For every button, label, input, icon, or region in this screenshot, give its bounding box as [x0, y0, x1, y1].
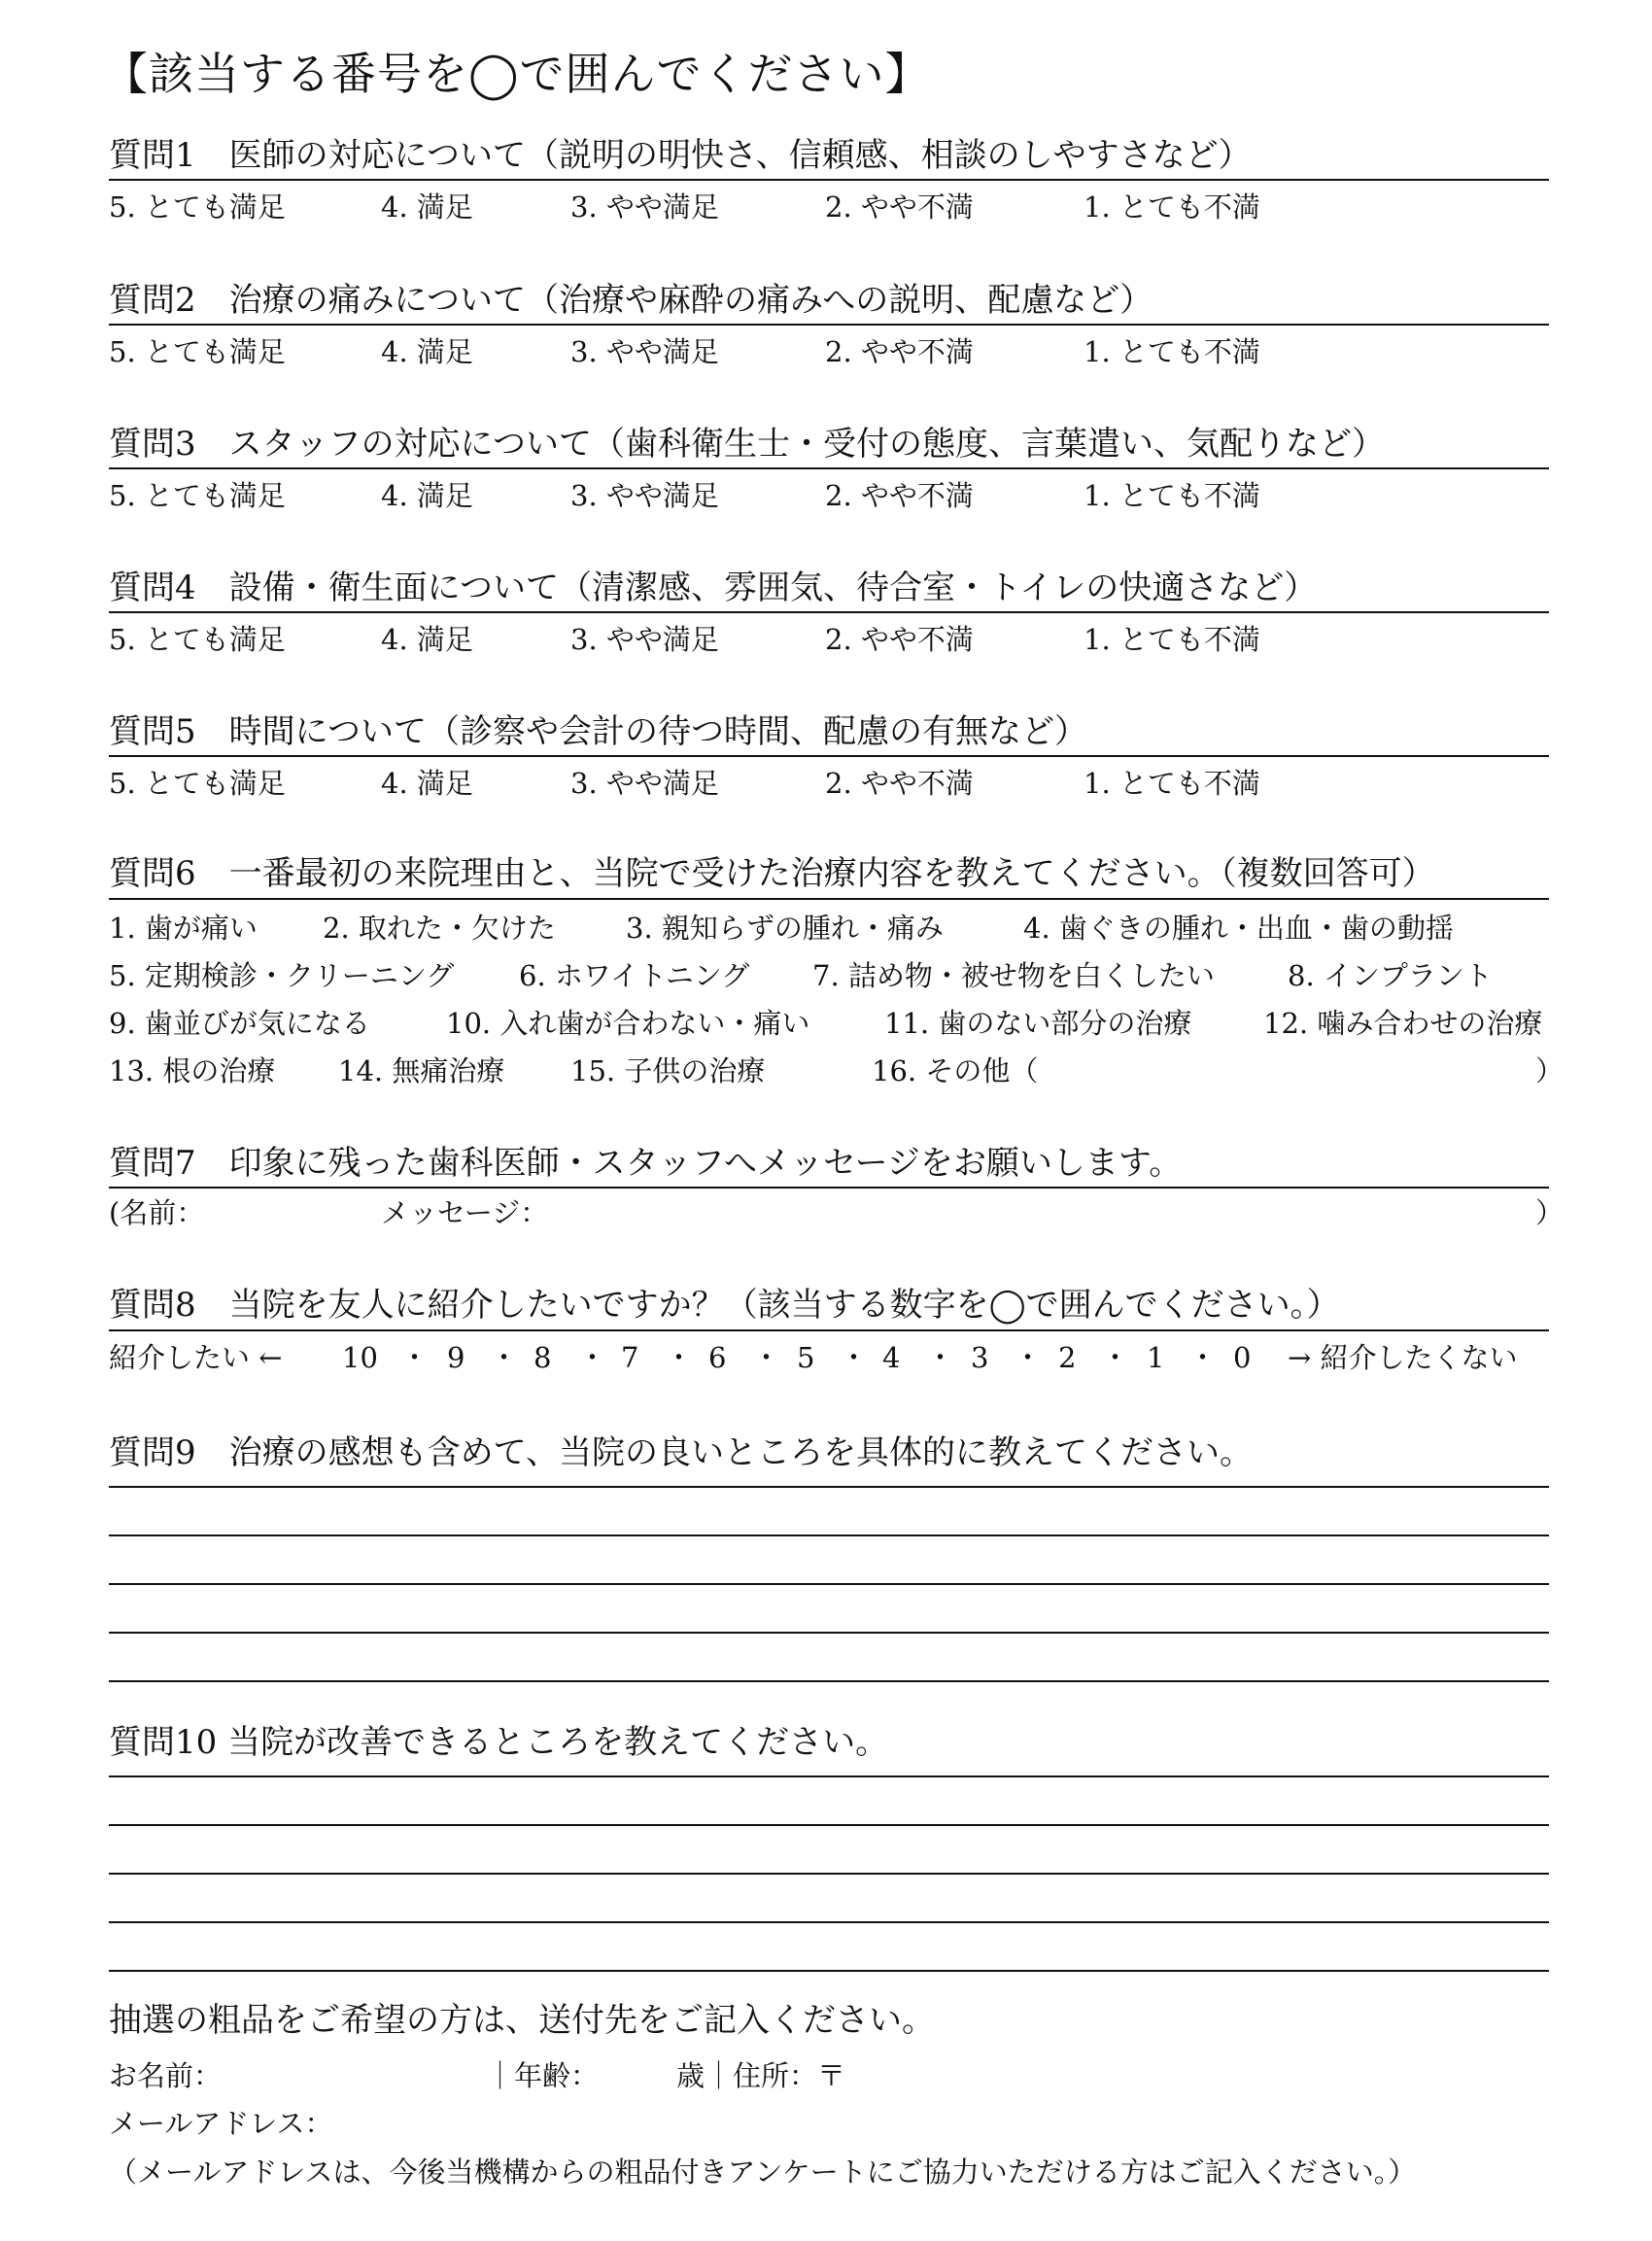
q5-option-3[interactable]: 3. やや満足: [570, 767, 719, 800]
question-4-title: 質問4 設備・衛生面について（清潔感、雰囲気、待合室・トイレの快適さなど）: [109, 569, 1318, 607]
q8-sep: ・: [752, 1341, 781, 1374]
q6-option-14[interactable]: 14. 無痛治療: [338, 1054, 505, 1087]
q6-option-15[interactable]: 15. 子供の治療: [570, 1054, 766, 1087]
footer-name-field[interactable]: お名前：: [109, 2059, 223, 2092]
q9-answer-line-2[interactable]: [109, 1534, 1549, 1536]
question-6-title: 質問6 一番最初の来院理由と、当院で受けた治療内容を教えてください。（複数回答可）: [109, 854, 1435, 893]
q8-left-label: 紹介したい ←: [109, 1341, 283, 1374]
q8-sep: ・: [1014, 1341, 1043, 1374]
question-1-rule: [109, 179, 1549, 181]
q10-answer-line-1[interactable]: [109, 1776, 1549, 1777]
q9-answer-line-3[interactable]: [109, 1583, 1549, 1585]
question-3-rule: [109, 467, 1549, 469]
q8-right-label: → 紹介したくない: [1288, 1341, 1518, 1374]
q9-answer-line-5[interactable]: [109, 1680, 1549, 1682]
question-7-title: 質問7 印象に残った歯科医師・スタッフへメッセージをお願いします。: [109, 1144, 1183, 1183]
q10-answer-line-3[interactable]: [109, 1873, 1549, 1875]
q6-option-3[interactable]: 3. 親知らずの腫れ・痛み: [626, 912, 944, 945]
question-9-title: 質問9 治療の感想も含めて、当院の良いところを具体的に教えてください。: [109, 1433, 1253, 1472]
q8-sep: ・: [578, 1341, 607, 1374]
q4-option-1[interactable]: 1. とても不満: [1084, 623, 1260, 656]
q8-score-2[interactable]: 2: [1058, 1341, 1077, 1374]
q6-option-9[interactable]: 9. 歯並びが気になる: [109, 1007, 370, 1040]
page-heading: 【該当する番号を◯で囲んでください】: [103, 48, 931, 100]
q4-option-2[interactable]: 2. やや不満: [825, 623, 974, 656]
q6-option-5[interactable]: 5. 定期検診・クリーニング: [109, 959, 455, 992]
q1-option-5[interactable]: 5. とても満足: [109, 190, 286, 224]
q8-sep: ・: [1188, 1341, 1218, 1374]
q5-option-1[interactable]: 1. とても不満: [1084, 767, 1260, 800]
question-5-title: 質問5 時間について（診察や会計の待つ時間、配慮の有無など）: [109, 712, 1087, 751]
q2-option-1[interactable]: 1. とても不満: [1084, 335, 1260, 368]
q8-sep: ・: [400, 1341, 430, 1374]
question-2-rule: [109, 324, 1549, 326]
q3-option-4[interactable]: 4. 満足: [381, 479, 473, 512]
q1-option-4[interactable]: 4. 満足: [381, 190, 473, 224]
q6-option-13[interactable]: 13. 根の治療: [109, 1054, 276, 1087]
q6-option-11[interactable]: 11. 歯のない部分の治療: [884, 1007, 1192, 1040]
q8-score-4[interactable]: 4: [882, 1341, 901, 1374]
q7-message-field[interactable]: メッセージ：: [381, 1196, 549, 1229]
q4-option-5[interactable]: 5. とても満足: [109, 623, 286, 656]
question-2-title: 質問2 治療の痛みについて（治療や麻酔の痛みへの説明、配慮など）: [109, 281, 1153, 320]
q8-sep: ・: [665, 1341, 694, 1374]
q6-option-12[interactable]: 12. 噛み合わせの治療: [1263, 1007, 1543, 1040]
q6-other-close-paren: ）: [1535, 1054, 1565, 1087]
q5-option-4[interactable]: 4. 満足: [381, 767, 473, 800]
q8-score-9[interactable]: 9: [447, 1341, 465, 1374]
footer-email-note: （メールアドレスは、今後当機構からの粗品付きアンケートにご協力いただける方はご記入ください。）: [109, 2155, 1417, 2189]
q6-option-10[interactable]: 10. 入れ歯が合わない・痛い: [446, 1007, 810, 1040]
q6-option-1[interactable]: 1. 歯が痛い: [109, 912, 258, 945]
q5-option-5[interactable]: 5. とても満足: [109, 767, 286, 800]
q10-answer-line-2[interactable]: [109, 1824, 1549, 1826]
question-4-rule: [109, 611, 1549, 613]
q1-option-1[interactable]: 1. とても不満: [1084, 190, 1260, 224]
question-8-title: 質問8 当院を友人に紹介したいですか？（該当する数字を◯で囲んでください。）: [109, 1286, 1340, 1325]
q4-option-3[interactable]: 3. やや満足: [570, 623, 719, 656]
question-7-rule: [109, 1187, 1549, 1189]
q8-score-8[interactable]: 8: [533, 1341, 552, 1374]
q10-answer-line-5[interactable]: [109, 1970, 1549, 1972]
q9-answer-line-1[interactable]: [109, 1486, 1549, 1488]
footer-email-field[interactable]: メールアドレス：: [109, 2107, 333, 2140]
q1-option-3[interactable]: 3. やや満足: [570, 190, 719, 224]
q6-option-16-other[interactable]: 16. その他（: [872, 1054, 1039, 1087]
q8-score-1[interactable]: 1: [1147, 1341, 1165, 1374]
q6-option-7[interactable]: 7. 詰め物・被せ物を白くしたい: [812, 959, 1215, 992]
question-8-rule: [109, 1329, 1549, 1331]
q8-sep: ・: [1101, 1341, 1130, 1374]
footer-address-field[interactable]: 歳｜住所：〒: [676, 2059, 846, 2092]
prize-request-title: 抽選の粗品をご希望の方は、送付先をご記入ください。: [109, 2001, 935, 2040]
q4-option-4[interactable]: 4. 満足: [381, 623, 473, 656]
q2-option-3[interactable]: 3. やや満足: [570, 335, 719, 368]
q7-name-field[interactable]: (名前：: [109, 1196, 205, 1229]
q8-score-0[interactable]: 0: [1233, 1341, 1252, 1374]
q8-sep: ・: [490, 1341, 519, 1374]
q3-option-2[interactable]: 2. やや不満: [825, 479, 974, 512]
q3-option-5[interactable]: 5. とても満足: [109, 479, 286, 512]
question-5-rule: [109, 755, 1549, 757]
q6-option-8[interactable]: 8. インプラント: [1288, 959, 1493, 992]
q2-option-2[interactable]: 2. やや不満: [825, 335, 974, 368]
q2-option-5[interactable]: 5. とても満足: [109, 335, 286, 368]
q8-sep: ・: [926, 1341, 955, 1374]
q3-option-3[interactable]: 3. やや満足: [570, 479, 719, 512]
q8-score-3[interactable]: 3: [971, 1341, 989, 1374]
q8-score-7[interactable]: 7: [621, 1341, 639, 1374]
q8-sep: ・: [840, 1341, 869, 1374]
q10-answer-line-4[interactable]: [109, 1921, 1549, 1923]
q6-option-6[interactable]: 6. ホワイトニング: [519, 959, 750, 992]
q7-close-paren: ）: [1535, 1196, 1565, 1229]
q8-score-6[interactable]: 6: [708, 1341, 727, 1374]
q3-option-1[interactable]: 1. とても不満: [1084, 479, 1260, 512]
q9-answer-line-4[interactable]: [109, 1632, 1549, 1634]
q6-option-2[interactable]: 2. 取れた・欠けた: [323, 912, 556, 945]
q1-option-2[interactable]: 2. やや不満: [825, 190, 974, 224]
q8-score-10[interactable]: 10: [342, 1341, 378, 1374]
question-6-rule: [109, 898, 1549, 900]
q6-option-4[interactable]: 4. 歯ぐきの腫れ・出血・歯の動揺: [1023, 912, 1454, 945]
footer-age-field[interactable]: ｜年齢：: [486, 2059, 600, 2092]
question-1-title: 質問1 医師の対応について（説明の明快さ、信頼感、相談のしやすさなど）: [109, 136, 1252, 175]
question-3-title: 質問3 スタッフの対応について（歯科衛生士・受付の態度、言葉遣い、気配りなど）: [109, 425, 1385, 464]
q8-score-5[interactable]: 5: [797, 1341, 815, 1374]
q5-option-2[interactable]: 2. やや不満: [825, 767, 974, 800]
question-10-title: 質問10 当院が改善できるところを教えてください。: [109, 1723, 889, 1762]
q2-option-4[interactable]: 4. 満足: [381, 335, 473, 368]
